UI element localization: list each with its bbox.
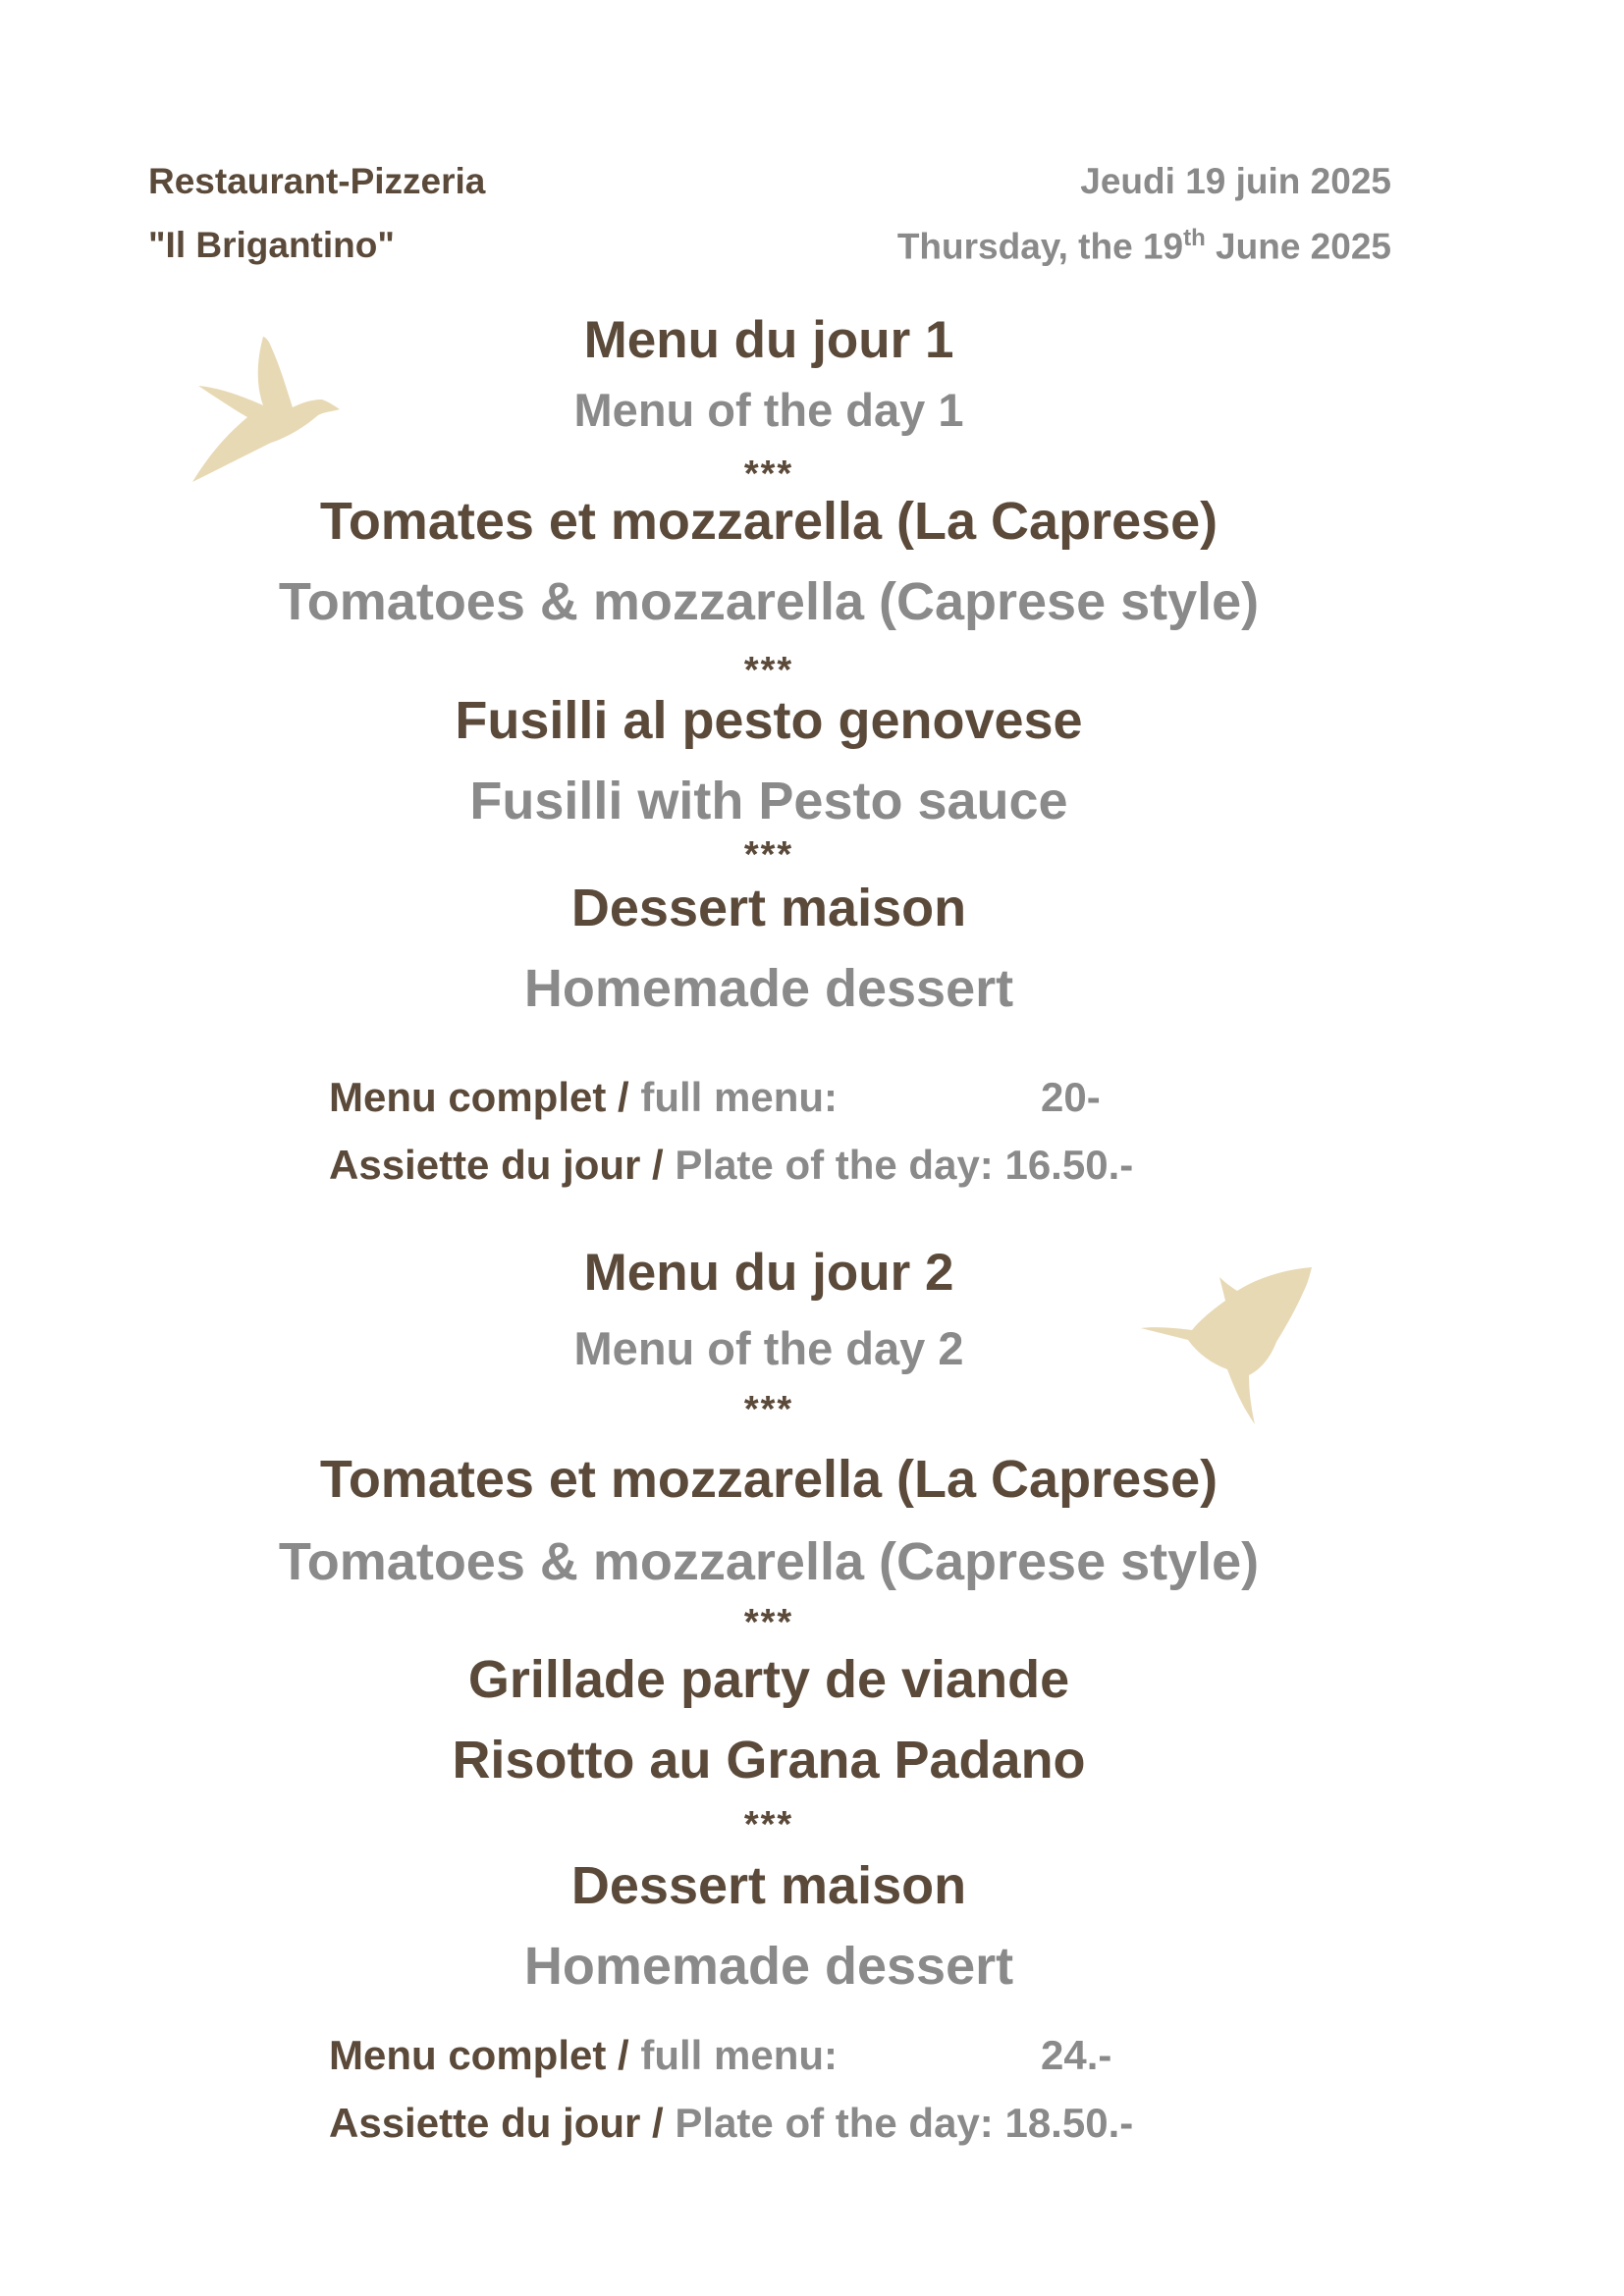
separator: *** bbox=[743, 454, 794, 495]
separator: *** bbox=[743, 1602, 794, 1643]
plate-label-fr: Assiette du jour / bbox=[329, 2100, 676, 2146]
full-menu-label-fr: Menu complet / bbox=[329, 1074, 641, 1120]
restaurant-name: Restaurant-Pizzeria bbox=[148, 161, 486, 201]
menu2-subtitle: Menu of the day 2 bbox=[573, 1322, 964, 1374]
menu1-full-price: 20- bbox=[1041, 1074, 1101, 1120]
menu1-plate-price-line bbox=[329, 1142, 1133, 1189]
menu2-full-price-line bbox=[329, 2032, 838, 2079]
menu2-starter-en: Tomatoes & mozzarella (Caprese style) bbox=[278, 1532, 1260, 1591]
menu1-title: Menu du jour 1 bbox=[583, 311, 954, 369]
restaurant-subname: "Il Brigantino" bbox=[148, 225, 395, 265]
separator: *** bbox=[743, 834, 794, 876]
menu1-dessert-fr: Dessert maison bbox=[570, 879, 967, 937]
menu2-plate-price-line bbox=[329, 2100, 1133, 2147]
menu2-starter-fr: Tomates et mozzarella (La Caprese) bbox=[319, 1450, 1218, 1509]
menu1-starter-en: Tomatoes & mozzarella (Caprese style) bbox=[278, 572, 1260, 631]
menu1-starter-fr: Tomates et mozzarella (La Caprese) bbox=[319, 492, 1218, 551]
full-menu-label-en: full menu: bbox=[640, 2032, 839, 2078]
date-english bbox=[897, 225, 1391, 267]
menu2-main1: Grillade party de viande bbox=[467, 1650, 1070, 1709]
menu2-dessert-fr: Dessert maison bbox=[570, 1856, 967, 1915]
date-english-prefix: Thursday, the 19 bbox=[896, 226, 1184, 267]
menu2-main2: Risotto au Grana Padano bbox=[452, 1731, 1086, 1789]
date-french: Jeudi 19 juin 2025 bbox=[1080, 161, 1391, 201]
plate-label-en: Plate of the day: bbox=[675, 2100, 994, 2146]
menu2-title: Menu du jour 2 bbox=[583, 1244, 954, 1302]
menu1-main-en: Fusilli with Pesto sauce bbox=[469, 772, 1068, 830]
plate-label-fr: Assiette du jour / bbox=[329, 1142, 676, 1188]
date-english-ordinal: th bbox=[1183, 225, 1206, 251]
date-english-suffix: June 2025 bbox=[1205, 226, 1391, 267]
menu2-dessert-en: Homemade dessert bbox=[523, 1937, 1014, 1996]
menu1-plate-price: 16.50.- bbox=[993, 1142, 1134, 1188]
menu1-main-fr: Fusilli al pesto genovese bbox=[455, 691, 1083, 750]
plate-label-en: Plate of the day: bbox=[675, 1142, 994, 1188]
menu2-plate-price: 18.50.- bbox=[993, 2100, 1134, 2146]
separator: *** bbox=[743, 1389, 794, 1430]
separator: *** bbox=[743, 1804, 794, 1845]
separator: *** bbox=[743, 650, 794, 691]
menu2-full-price: 24.- bbox=[1041, 2032, 1112, 2078]
menu1-full-price-line bbox=[329, 1074, 838, 1121]
full-menu-label-fr: Menu complet / bbox=[329, 2032, 641, 2078]
menu1-subtitle: Menu of the day 1 bbox=[573, 384, 964, 436]
full-menu-label-en: full menu: bbox=[640, 1074, 839, 1120]
menu1-dessert-en: Homemade dessert bbox=[523, 959, 1014, 1018]
